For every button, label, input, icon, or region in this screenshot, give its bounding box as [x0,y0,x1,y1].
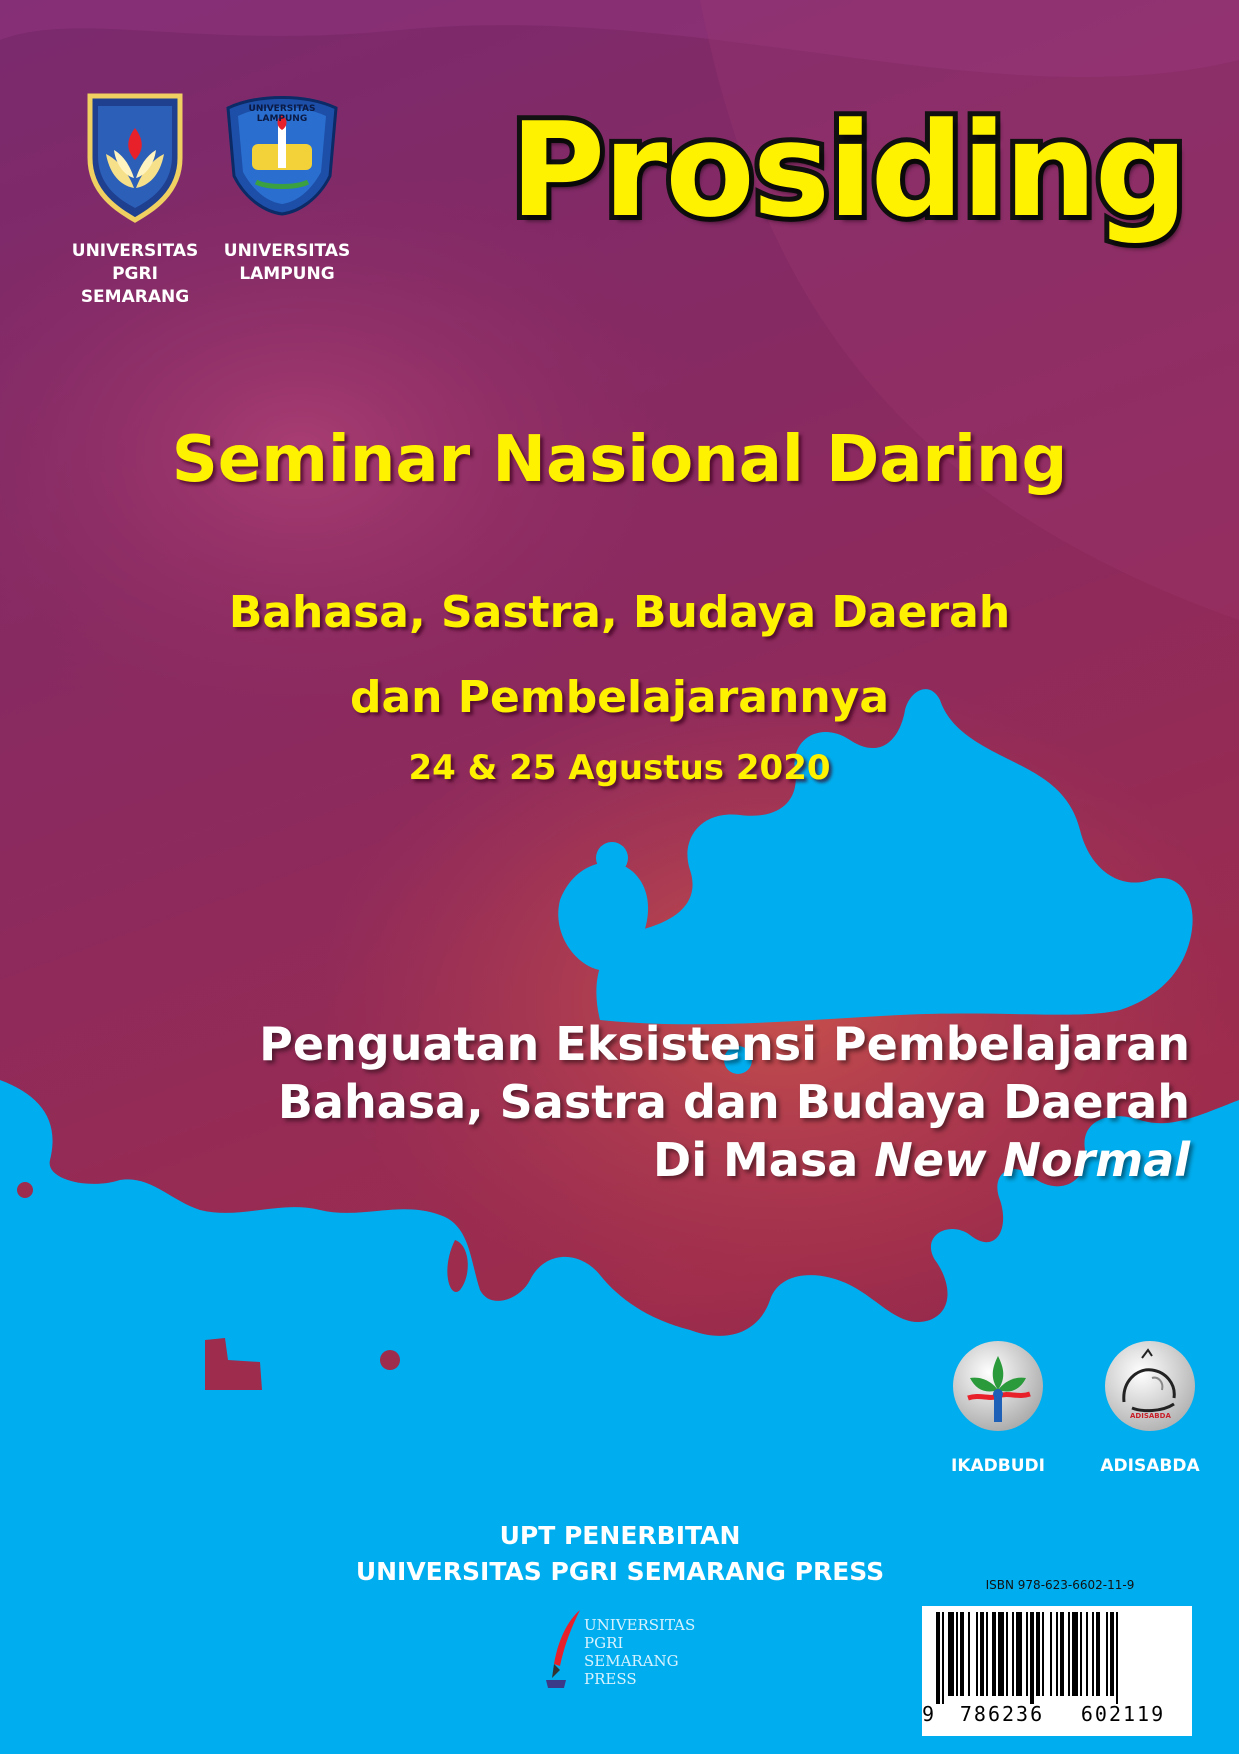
publisher-block [340,1518,900,1590]
publisher-line2: UNIVERSITAS PGRI SEMARANG PRESS [355,1557,885,1586]
press-logo-line2: SEMARANG [584,1652,679,1670]
logo-upgris-label-line1: UNIVERSITAS [71,241,199,261]
event-name: Seminar Nasional Daring [171,423,1068,497]
press-logo-line3: PRESS [584,1670,637,1688]
upgris-shield-logo [82,88,188,224]
isbn-digit-first: 9 [922,1702,935,1726]
event-topic-line2: dan Pembelajarannya [349,672,890,723]
adisabda-emblem-text: ADISABDA [1130,1412,1171,1420]
cover-title: Prosiding [510,94,1186,246]
logo-unila-label-line1: UNIVERSITAS [223,241,351,261]
org-ikadbudi-label: IKADBUDI [951,1456,1045,1476]
theme-line3-italic: New Normal [874,1133,1190,1187]
theme-line1: Penguatan Eksistensi Pembelajaran [259,1017,1190,1071]
theme-line3-prefix: Di Masa [653,1133,875,1187]
logo-upgris [82,88,188,224]
org-adisabda-label: ADISABDA [1100,1456,1200,1476]
org-ikadbudi [950,1338,1046,1434]
logo-upgris-label [58,240,212,309]
theme-line3 [240,1131,1190,1189]
press-logo [540,1606,730,1690]
logo-unila-label [212,240,362,286]
logo-upgris-label-line2: PGRI SEMARANG [80,264,190,307]
logo-unila-label-line2: LAMPUNG [239,264,335,284]
barcode-icon [936,1612,1182,1704]
isbn-digits-group1: 786236 [959,1702,1045,1726]
unila-emblem-text: UNIVERSITAS LAMPUNG [248,104,316,124]
event-date: 24 & 25 Agustus 2020 [408,748,831,788]
theme-line2: Bahasa, Sastra dan Budaya Daerah [277,1075,1190,1129]
ikadbudi-logo [950,1338,1046,1434]
press-logo-text [584,1616,730,1688]
isbn-barcode [922,1606,1192,1736]
isbn-digits-group2: 602119 [1080,1702,1166,1726]
event-topic-line1: Bahasa, Sastra, Budaya Daerah [228,587,1011,638]
publisher-line1: UPT PENERBITAN [499,1521,741,1550]
quill-pen-icon [540,1606,586,1690]
press-logo-line1: UNIVERSITAS PGRI [584,1616,696,1652]
theme-block [240,1015,1190,1189]
isbn-label: ISBN 978-623-6602-11-9 [985,1578,1135,1592]
org-adisabda [1102,1338,1198,1434]
logo-unila [218,88,346,218]
